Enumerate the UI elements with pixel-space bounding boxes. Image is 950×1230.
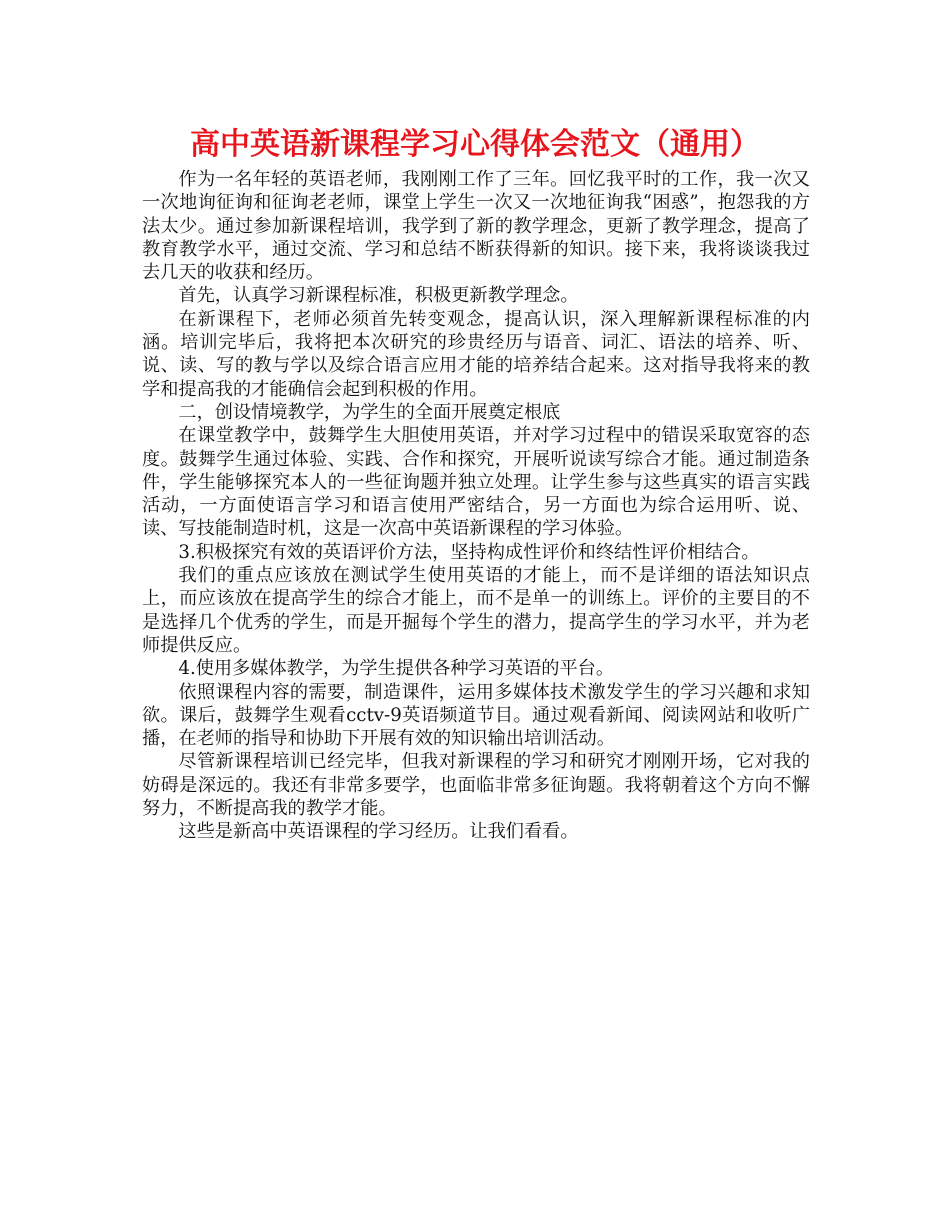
paragraph-conclusion: 尽管新课程培训已经完毕，但我对新课程的学习和研究才刚刚开场，它对我的妨碍是深远的。我还有非常多要学，也面临非常多征询题。我将朝着这个方向不懈努力，不断提高我的教学才能。	[142, 751, 810, 820]
paragraph-section-1-body: 在新课程下，老师必须首先转变观念，提高认识，深入理解新课程标准的内涵。培训完毕后，我将把本次研究的珍贵经历与语音、词汇、语法的培养、听、说、读、写的教与学以及综合语言应用才能的培养结合起来。这对指导我将来的教学和提高我的才能确信会起到积极的作用。	[142, 308, 810, 400]
paragraph-section-4-body: 依照课程内容的需要，制造课件，运用多媒体技术激发学生的学习兴趣和求知欲。课后，鼓舞学生观看cctv-9英语频道节目。通过观看新闻、阅读网站和收听广播，在老师的指导和协助下开展有效的知识输出培训活动。	[142, 681, 810, 750]
document-body	[142, 168, 810, 844]
paragraph-section-4-heading: 4.使用多媒体教学，为学生提供各种学习英语的平台。	[178, 658, 615, 680]
paragraph-section-3-body: 我们的重点应该放在测试学生使用英语的才能上，而不是详细的语法知识点上，而应该放在提高学生的综合才能上，而不是单一的训练上。评价的主要目的不是选择几个优秀的学生，而是开掘每个学生的潜力，提高学生的学习水平，并为老师提供反应。	[142, 565, 810, 656]
paragraph-closing: 这些是新高中英语课程的学习经历。让我们看看。	[178, 821, 579, 843]
paragraph-section-1-heading: 首先，认真学习新课程标准，积极更新教学理念。	[178, 285, 579, 307]
document-title: 高中英语新课程学习心得体会范文（通用）	[190, 127, 760, 162]
paragraph-intro: 作为一名年轻的英语老师，我刚刚工作了三年。回忆我平时的工作，我一次又一次地询征询和征询老老师，课堂上学生一次又一次地征询我“困惑”，抱怨我的方法太少。通过参加新课程培训，我学到了新的教学理念，更新了教学理念，提高了教育教学水平，通过交流、学习和总结不断获得新的知识。接下来，我将谈谈我过去几天的收获和经历。	[142, 169, 810, 284]
paragraph-section-2-body: 在课堂教学中，鼓舞学生大胆使用英语，并对学习过程中的错误采取宽容的态度。鼓舞学生通过体验、实践、合作和探究，开展听说读写综合才能。通过制造条件，学生能够探究本人的一些征询题并独立处理。让学生参与这些真实的语言实践活动，一方面使语言学习和语言使用严密结合，另一方面也为综合运用听、说、读、写技能制造时机，这是一次高中英语新课程的学习体验。	[142, 425, 810, 540]
paragraph-section-2-heading: 二，创设情境教学，为学生的全面开展奠定根底	[178, 401, 561, 423]
paragraph-section-3-heading: 3.积极探究有效的英语评价方法，坚持构成性评价和终结性评价相结合。	[178, 541, 760, 563]
